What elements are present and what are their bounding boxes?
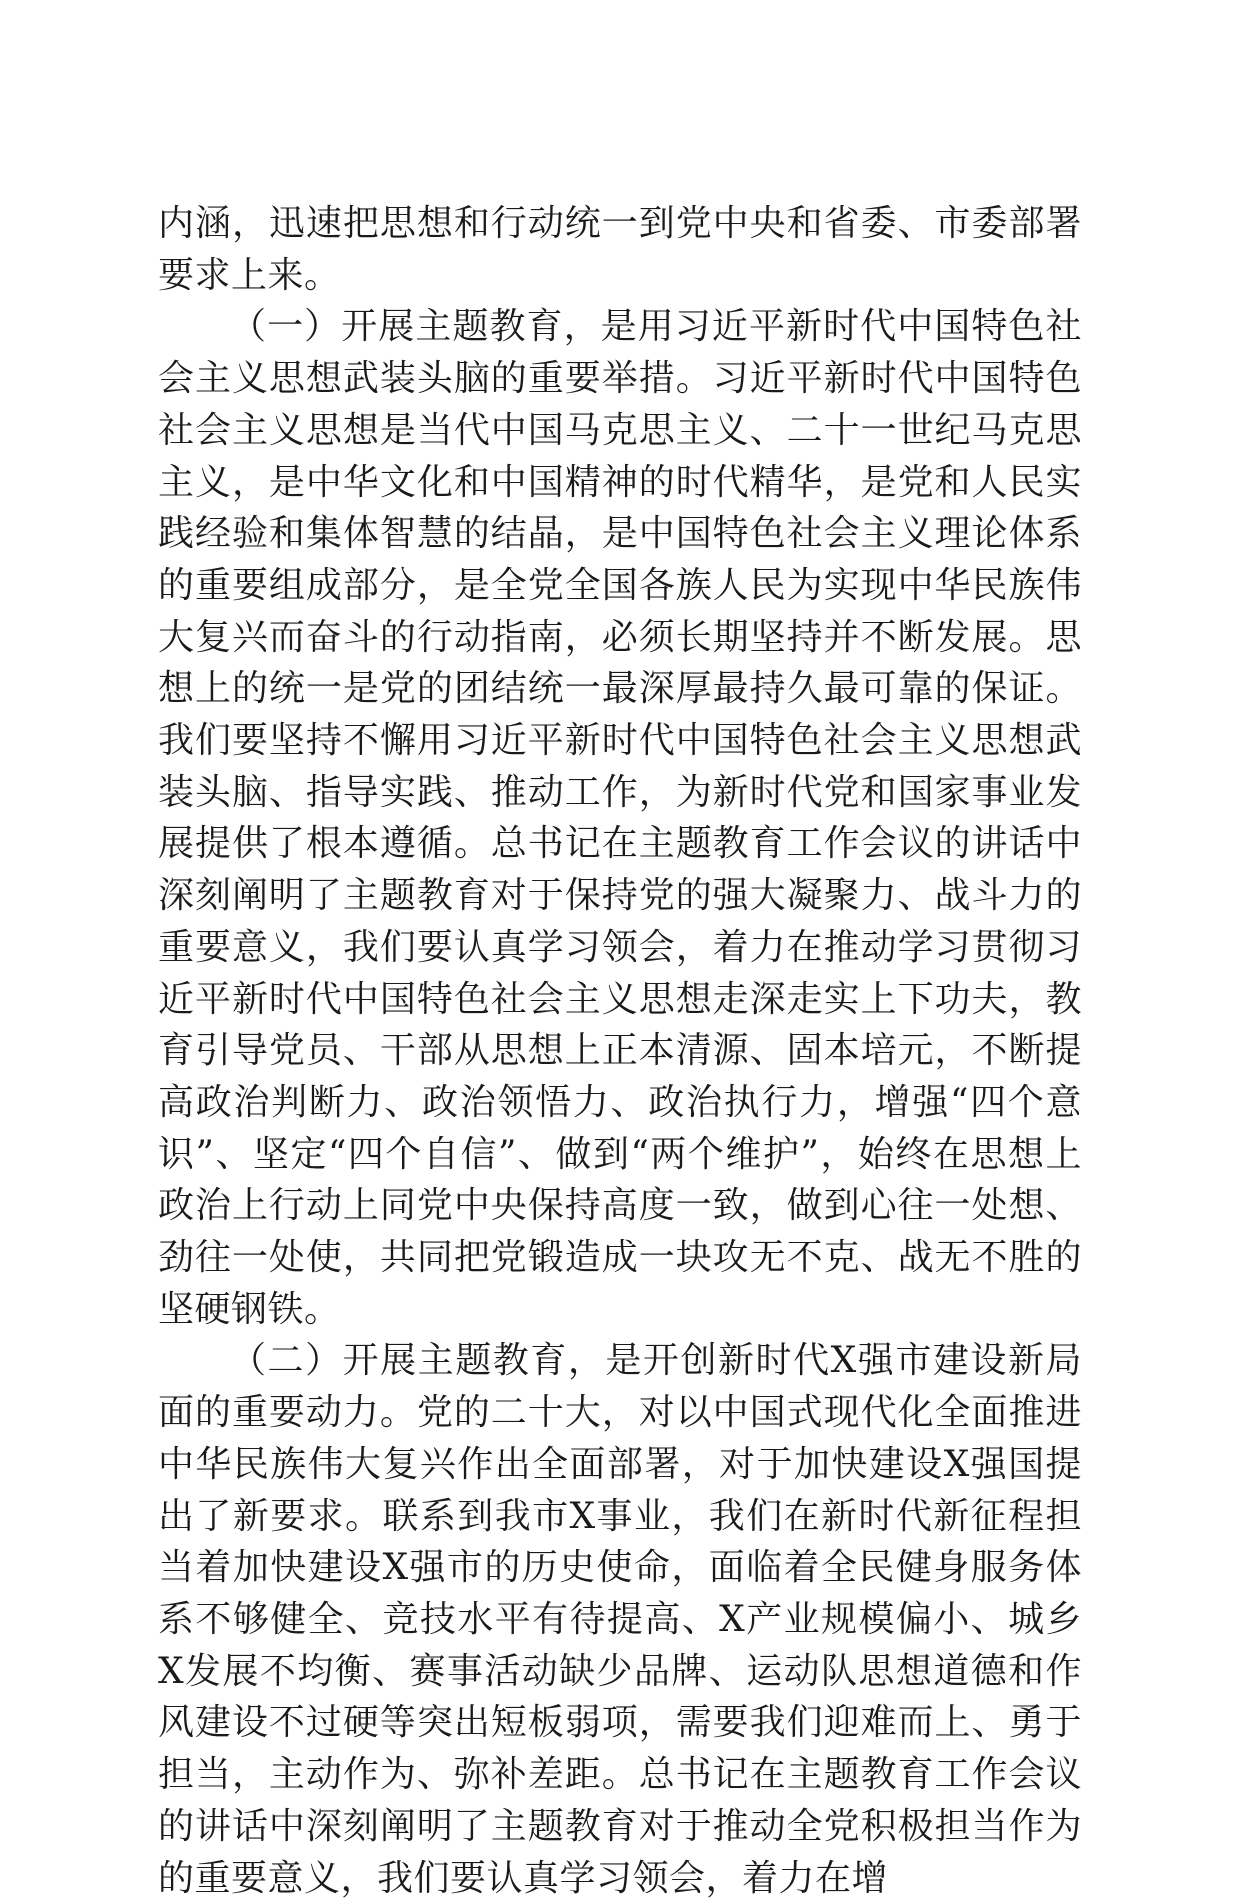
paragraph-section-one: （一）开展主题教育，是用习近平新时代中国特色社会主义思想武装头脑的重要举措。习近平新时代中国特色社会主义思想是当代中国马克思主义、二十一世纪马克思主义，是中华文化和中国精神的时代精华，是党和人民实践经验和集体智慧的结晶，是中国特色社会主义理论体系的重要组成部分，是全党全国各族人民为实现中华民族伟大复兴而奋斗的行动指南，必须长期坚持并不断发展。思想上的统一是党的团结统一最深厚最持久最可靠的保证。我们要坚持不懈用习近平新时代中国特色社会主义思想武装头脑、指导实践、推动工作，为新时代党和国家事业发展提供了根本遵循。总书记在主题教育工作会议的讲话中深刻阐明了主题教育对于保持党的强大凝聚力、战斗力的重要意义，我们要认真学习领会，着力在推动学习贯彻习近平新时代中国特色社会主义思想走深走实上下功夫，教育引导党员、干部从思想上正本清源、固本培元，不断提高政治判断力、政治领悟力、政治执行力，增强“四个意识”、坚定“四个自信”、做到“两个维护”，始终在思想上政治上行动上同党中央保持高度一致，做到心往一处想、劲往一处使，共同把党锻造成一块攻无不克、战无不胜的坚硬钢铁。 [158, 306, 1082, 1330]
document-page [158, 198, 1082, 1899]
paragraph-continuation: 内涵，迅速把思想和行动统一到党中央和省委、市委部署要求上来。 [158, 203, 1082, 296]
paragraph-section-two: （二）开展主题教育，是开创新时代X强市建设新局面的重要动力。党的二十大，对以中国式现代化全面推进中华民族伟大复兴作出全面部署，对于加快建设X强国提出了新要求。联系到我市X事业，我们在新时代新征程担当着加快建设X强市的历史使命，面临着全民健身服务体系不够健全、竞技水平有待提高、X产业规模偏小、城乡X发展不均衡、赛事活动缺少品牌、运动队思想道德和作风建设不过硬等突出短板弱项，需要我们迎难而上、勇于担当，主动作为、弥补差距。总书记在主题教育工作会议的讲话中深刻阐明了主题教育对于推动全党积极担当作为的重要意义，我们要认真学习领会，着力在增 [158, 1340, 1082, 1899]
